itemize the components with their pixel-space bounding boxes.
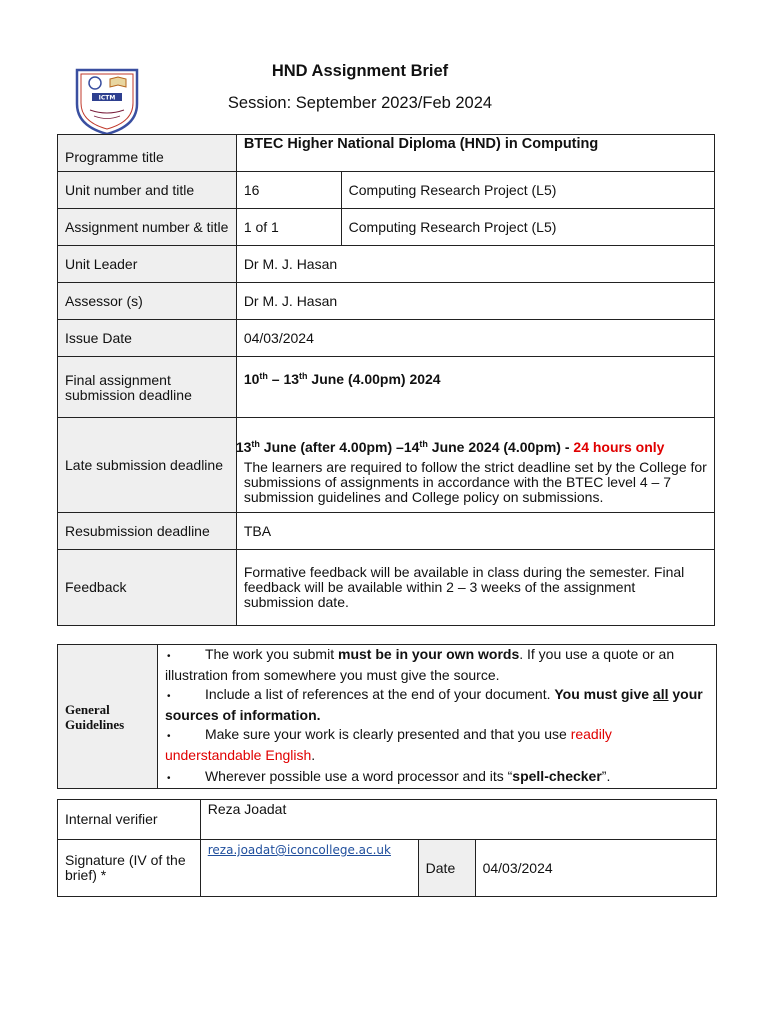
internal-verifier-label: Internal verifier (58, 800, 201, 840)
guideline-item (165, 725, 708, 765)
bullet-icon: • (166, 651, 171, 662)
guidelines-label: General Guidelines (58, 645, 158, 789)
guideline-item (165, 685, 708, 725)
unit-title: Computing Research Project (L5) (341, 172, 714, 209)
table-row (58, 550, 715, 626)
guidelines-list (157, 645, 716, 789)
internal-verifier-value: Reza Joadat (200, 800, 716, 840)
guideline-4a: Wherever possible use a word processor and its “ (204, 768, 513, 784)
date-label: Date (418, 840, 475, 897)
assignment-number: 1 of 1 (236, 209, 341, 246)
late-deadline-label: Late submission deadline (58, 418, 237, 513)
late-warning: 24 hours only (573, 439, 665, 455)
guideline-1c: . If you use a quote or an illustration from somewhere you must give the source. (164, 646, 675, 683)
bullet-icon: • (166, 731, 171, 742)
issue-date-value: 04/03/2024 (236, 320, 714, 357)
assignment-title: Computing Research Project (L5) (341, 209, 714, 246)
unit-number: 16 (236, 172, 341, 209)
table-row (58, 840, 717, 897)
table-row (58, 135, 715, 172)
late-mid: June (after 4.00pm) –14 (259, 439, 420, 455)
guideline-item (165, 767, 708, 788)
programme-label: Programme title (58, 135, 237, 172)
guideline-3a: Make sure your work is clearly presented and that you use (204, 726, 571, 742)
unit-label: Unit number and title (58, 172, 237, 209)
assignment-brief-table (57, 134, 715, 626)
bullet-icon: • (166, 691, 171, 702)
programme-value: BTEC Higher National Diploma (HND) in Computing (236, 135, 714, 172)
final-rest: June (4.00pm) 2024 (307, 371, 441, 387)
final-suffix-1: th (259, 371, 268, 381)
late-rest: June 2024 (4.00pm) - (427, 439, 574, 455)
issue-date-label: Issue Date (58, 320, 237, 357)
ictm-logo (72, 66, 142, 136)
assessor-value: Dr M. J. Hasan (236, 283, 714, 320)
signature-label: Signature (IV of the brief) * (58, 840, 201, 897)
late-suffix-1: th (251, 439, 260, 449)
resubmission-value: TBA (236, 513, 714, 550)
general-guidelines-table (57, 644, 717, 789)
table-row (58, 172, 715, 209)
late-suffix-2: th (419, 439, 428, 449)
final-day-start: 10 (243, 371, 260, 387)
bullet-icon: • (166, 773, 171, 784)
final-deadline-value (236, 357, 714, 418)
guideline-2a: Include a list of references at the end of your document. (204, 686, 555, 702)
table-row (58, 283, 715, 320)
final-deadline-label: Final assignment submission deadline (58, 357, 237, 418)
table-row (58, 246, 715, 283)
feedback-label: Feedback (58, 550, 237, 626)
guideline-2d: your sources of information. (164, 686, 703, 723)
table-row (58, 357, 715, 418)
guideline-4b: spell-checker (512, 768, 602, 784)
final-suffix-2: th (299, 371, 308, 381)
late-deadline-cell (236, 418, 714, 513)
guideline-item (165, 645, 708, 685)
table-row (58, 513, 715, 550)
guideline-1b: must be in your own words (338, 646, 520, 662)
final-mid: – 13 (267, 371, 300, 387)
late-deadline-note: The learners are required to follow the strict deadline set by the College for submissions of assignments in accordance with the BTEC level 4 – 7 submission guidelines and College policy on submissions. (243, 459, 707, 505)
feedback-value: Formative feedback will be available in class during the semester. Final feedback will be available within 2 – 3 weeks of the assignment submission date. (236, 550, 714, 626)
date-value: 04/03/2024 (475, 840, 716, 897)
signature-email-link[interactable]: reza.joadat@iconcollege.ac.uk (207, 843, 391, 857)
table-row (58, 320, 715, 357)
leader-value: Dr M. J. Hasan (236, 246, 714, 283)
guideline-3c: . (311, 747, 316, 763)
resubmission-label: Resubmission deadline (58, 513, 237, 550)
table-row (58, 800, 717, 840)
logo-text: ICTM (98, 94, 116, 102)
late-deadline-value (236, 440, 707, 455)
guideline-1a: The work you submit (204, 646, 338, 662)
late-day-start: 13 (235, 439, 252, 455)
table-row (58, 209, 715, 246)
session-subtitle: Session: September 2023/Feb 2024 (227, 94, 493, 112)
guideline-3b: readily understandable English (164, 726, 612, 763)
guideline-2c: all (652, 686, 669, 702)
table-row (58, 418, 715, 513)
signature-cell (200, 840, 418, 897)
page-title: HND Assignment Brief (271, 62, 449, 80)
guideline-4c: ”. (601, 768, 611, 784)
leader-label: Unit Leader (58, 246, 237, 283)
guideline-2b: You must give (554, 686, 653, 702)
assessor-label: Assessor (s) (58, 283, 237, 320)
verification-table (57, 799, 717, 897)
assignment-label: Assignment number & title (58, 209, 237, 246)
